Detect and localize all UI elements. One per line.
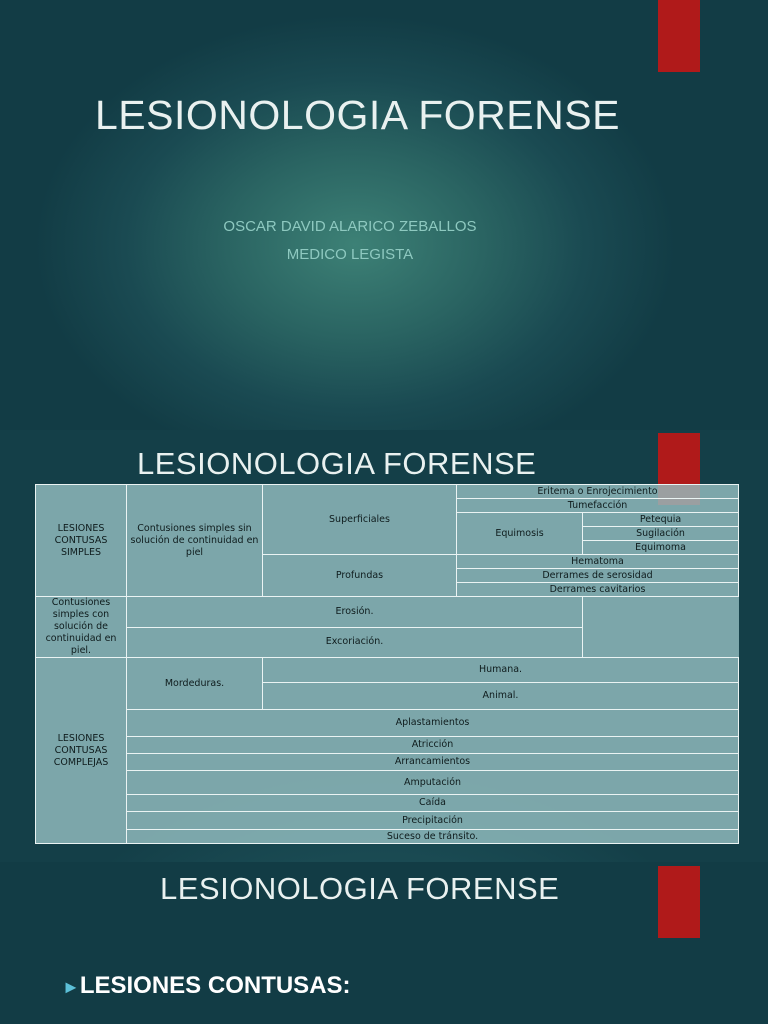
cell-sin-solucion: Contusiones simples sin solución de continuidad en piel bbox=[127, 485, 263, 597]
con-solucion-text: Contusiones simples con solución de continuidad en piel. bbox=[45, 597, 117, 656]
triangle-bullet-icon: ► bbox=[62, 977, 80, 997]
cell-precipitacion: Precipitación bbox=[127, 812, 739, 830]
title-slide bbox=[0, 0, 768, 430]
cell-con-solucion bbox=[36, 597, 127, 658]
cell-erosion: Erosión. bbox=[127, 597, 583, 628]
cell-suceso-transito: Suceso de tránsito. bbox=[127, 830, 739, 844]
lesion-classification-table bbox=[35, 484, 739, 844]
cell-superficiales: Superficiales bbox=[263, 485, 457, 555]
bullet-slide bbox=[0, 862, 768, 1024]
cell-amputacion: Amputación bbox=[127, 771, 739, 795]
author-name: OSCAR DAVID ALARICO ZEBALLOS bbox=[223, 218, 477, 235]
cell-lesiones-simples: LESIONES CONTUSAS SIMPLES bbox=[36, 485, 127, 597]
cell-lesiones-complejas: LESIONES CONTUSAS COMPLEJAS bbox=[36, 658, 127, 844]
cell-sugilacion: Sugilación bbox=[583, 527, 739, 541]
cell-aplastamientos: Aplastamientos bbox=[127, 710, 739, 737]
cell-caida: Caída bbox=[127, 795, 739, 812]
cell-tumefaccion: Tumefacción bbox=[457, 499, 739, 513]
slide-title: LESIONOLOGIA FORENSE bbox=[137, 446, 537, 481]
cell-excoriacion: Excoriación. bbox=[127, 627, 583, 658]
cell-arrancamientos: Arrancamientos bbox=[127, 754, 739, 771]
red-accent-bar bbox=[658, 866, 700, 938]
cell-petequia: Petequia bbox=[583, 513, 739, 527]
cell-atriccion: Atricción bbox=[127, 737, 739, 754]
bullet-text: LESIONES CONTUSAS: bbox=[79, 972, 351, 999]
cell-hematoma: Hematoma bbox=[457, 555, 739, 569]
author-role: MEDICO LEGISTA bbox=[286, 246, 414, 263]
red-accent-bar bbox=[658, 0, 700, 72]
cell-equimosis: Equimosis bbox=[457, 513, 583, 555]
slide-title: LESIONOLOGIA FORENSE bbox=[95, 92, 620, 138]
table-slide bbox=[0, 430, 768, 862]
cell-humana: Humana. bbox=[263, 658, 739, 683]
cell-eritema: Eritema o Enrojecimiento bbox=[457, 485, 739, 499]
bullet-heading bbox=[62, 972, 351, 1000]
cell-animal: Animal. bbox=[263, 683, 739, 710]
slide-title: LESIONOLOGIA FORENSE bbox=[160, 871, 560, 906]
cell-derrames-serosidad: Derrames de serosidad bbox=[457, 569, 739, 583]
cell-equimoma: Equimoma bbox=[583, 541, 739, 555]
cell-derrames-cavitarios: Derrames cavitarios bbox=[457, 583, 739, 597]
cell-profundas: Profundas bbox=[263, 555, 457, 597]
cell-mordeduras: Mordeduras. bbox=[127, 658, 263, 710]
